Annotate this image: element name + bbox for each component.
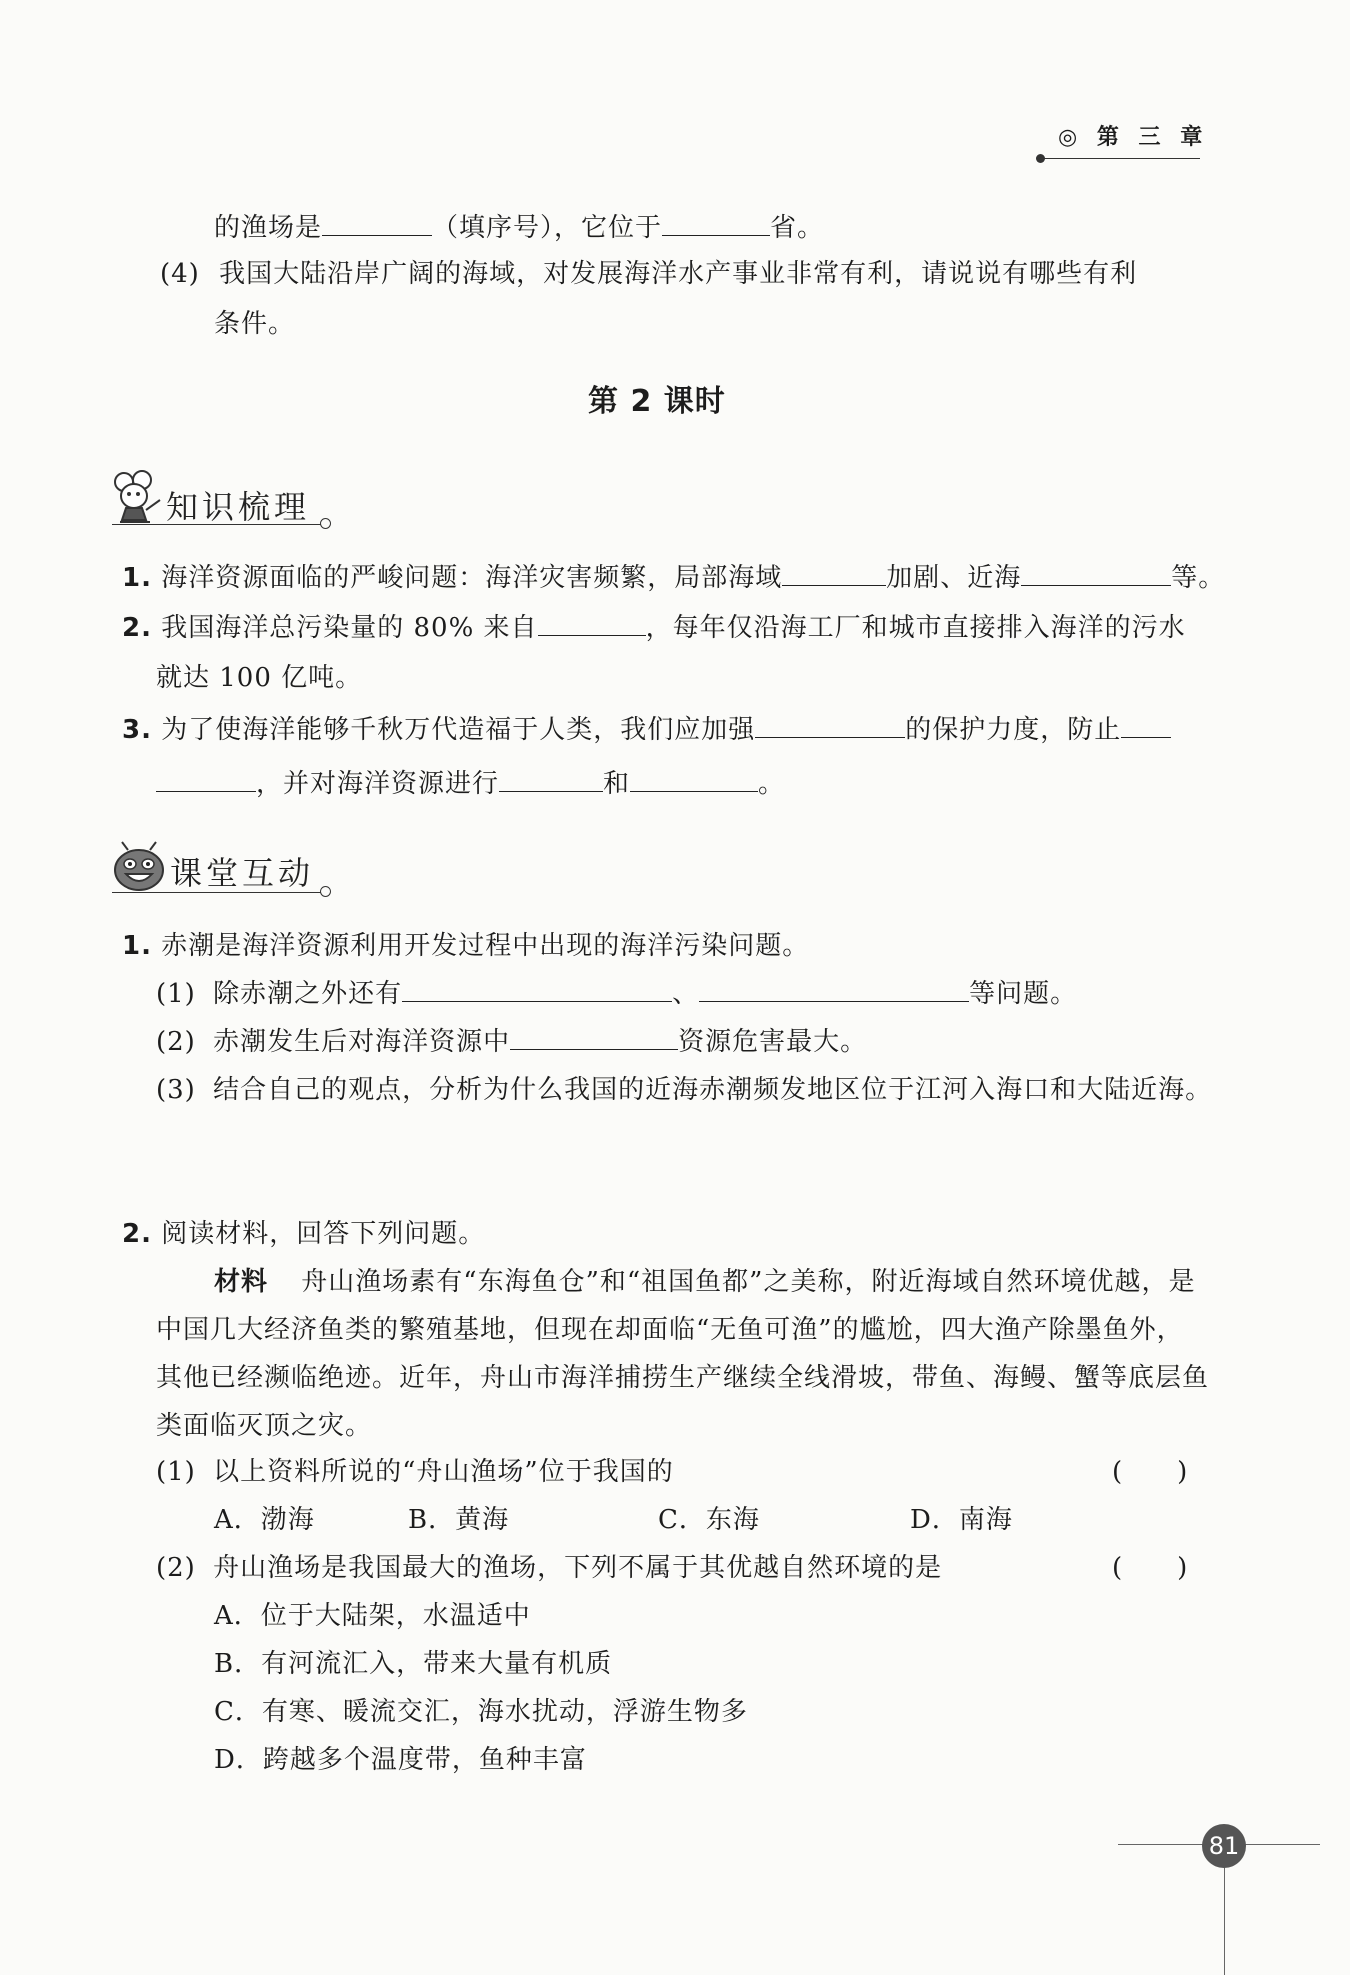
answer-blank[interactable] xyxy=(538,611,646,636)
q4-line xyxy=(160,256,1137,292)
option-b[interactable]: B．黄海 xyxy=(408,1505,510,1535)
answer-blank[interactable] xyxy=(782,561,886,586)
answer-blank[interactable] xyxy=(1021,561,1171,586)
answer-blank[interactable] xyxy=(755,713,905,738)
q4-text: 我国大陆沿岸广阔的海域，对发展海洋水产事业非常有利，请说说有哪些有利 xyxy=(219,259,1138,289)
classroom-q2: 2. 阅读材料，回答下列问题。 xyxy=(122,1219,486,1249)
answer-blank[interactable] xyxy=(662,211,770,236)
answer-paren-1[interactable]: ( ) xyxy=(1112,1457,1189,1487)
answer-blank[interactable] xyxy=(630,767,758,792)
q3-cont-text-a: 的渔场是 xyxy=(214,213,323,243)
chapter-label: 第 三 章 xyxy=(1096,125,1209,150)
knowledge-item-3-cont: ，并对海洋资源进行 和 。 xyxy=(156,766,785,802)
q4-line-2: 条件。 xyxy=(214,309,296,339)
chapter-symbol: ◎ xyxy=(1058,125,1084,150)
option-a[interactable]: A．渤海 xyxy=(214,1505,315,1535)
option-c[interactable]: C．东海 xyxy=(658,1505,760,1535)
section-underline-dot xyxy=(320,886,331,897)
answer-paren-2[interactable]: ( ) xyxy=(1112,1553,1189,1583)
option-c[interactable]: C．有寒、暖流交汇，海水扰动，浮游生物多 xyxy=(214,1697,748,1727)
classroom-q2-sub2: (2) 舟山渔场是我国最大的渔场，下列不属于其优越自然环境的是 xyxy=(156,1553,943,1583)
knowledge-item-2-cont: 就达 100 亿吨。 xyxy=(156,663,363,693)
material-line-2: 中国几大经济鱼类的繁殖基地，但现在却面临“无鱼可渔”的尴尬，四大渔产除墨鱼外， xyxy=(156,1315,1184,1345)
answer-blank[interactable] xyxy=(510,1025,678,1050)
answer-blank[interactable] xyxy=(699,977,969,1002)
option-a[interactable]: A．位于大陆架，水温适中 xyxy=(214,1601,531,1631)
lesson-title: 第 2 课时 xyxy=(588,384,726,419)
classroom-q2-sub1: (1) 以上资料所说的“舟山渔场”位于我国的 xyxy=(156,1457,674,1487)
answer-blank[interactable] xyxy=(322,211,432,236)
knowledge-item-2: 2. 我国海洋总污染量的 80% 来自 ，每年仅沿海工厂和城市直接排入海洋的污水 xyxy=(122,613,1186,643)
classroom-q1-sub1: (1) 除赤潮之外还有 、 等问题。 xyxy=(156,979,1078,1009)
option-d[interactable]: D．跨越多个温度带，鱼种丰富 xyxy=(214,1745,587,1775)
answer-blank[interactable] xyxy=(156,767,256,792)
q3-continuation xyxy=(214,210,824,246)
material-label: 材料 xyxy=(214,1267,269,1297)
section-underline-dot xyxy=(320,518,331,529)
answer-blank[interactable] xyxy=(1121,713,1171,738)
section-underline xyxy=(112,524,324,525)
q4-number: (4) xyxy=(160,259,200,289)
classroom-q1-sub2: (2) 赤潮发生后对海洋资源中 资源危害最大。 xyxy=(156,1027,868,1057)
chapter-header xyxy=(1058,120,1208,151)
section-title-classroom: 课堂互动 xyxy=(170,854,315,892)
material-line-3: 其他已经濒临绝迹。近年，舟山市海洋捕捞生产继续全线滑坡，带鱼、海鳗、蟹等底层鱼 xyxy=(156,1363,1210,1393)
answer-blank[interactable] xyxy=(499,767,603,792)
q3-cont-text-b: （填序号），它位于 xyxy=(432,213,663,243)
q3-cont-text-c: 省。 xyxy=(770,213,825,243)
material-line-1: 材料 舟山渔场素有“东海鱼仓”和“祖国鱼都”之美称，附近海域自然环境优越，是 xyxy=(214,1267,1196,1297)
header-underline-dot xyxy=(1036,154,1045,163)
knowledge-item-3: 3. 为了使海洋能够千秋万代造福于人类，我们应加强 的保护力度，防止 xyxy=(122,712,1171,748)
answer-blank[interactable] xyxy=(402,977,672,1002)
knowledge-item-1: 1. 海洋资源面临的严峻问题：海洋灾害频繁，局部海域 加剧、近海 等。 xyxy=(122,563,1226,593)
option-b[interactable]: B．有河流汇入，带来大量有机质 xyxy=(214,1649,613,1679)
mouse-mascot-icon xyxy=(108,470,166,530)
classroom-q1: 1. 赤潮是海洋资源利用开发过程中出现的海洋污染问题。 xyxy=(122,931,810,961)
section-title-knowledge: 知识梳理 xyxy=(166,488,311,526)
section-underline xyxy=(112,892,324,893)
header-underline xyxy=(1040,158,1200,159)
classroom-q1-sub3: (3) 结合自己的观点，分析为什么我国的近海赤潮频发地区位于江河入海口和大陆近海。 xyxy=(156,1075,1213,1105)
material-line-4: 类面临灭顶之灾。 xyxy=(156,1411,373,1441)
option-d[interactable]: D．南海 xyxy=(910,1505,1013,1535)
page-number: 81 xyxy=(1202,1824,1246,1868)
smiling-mascot-icon xyxy=(110,840,168,896)
